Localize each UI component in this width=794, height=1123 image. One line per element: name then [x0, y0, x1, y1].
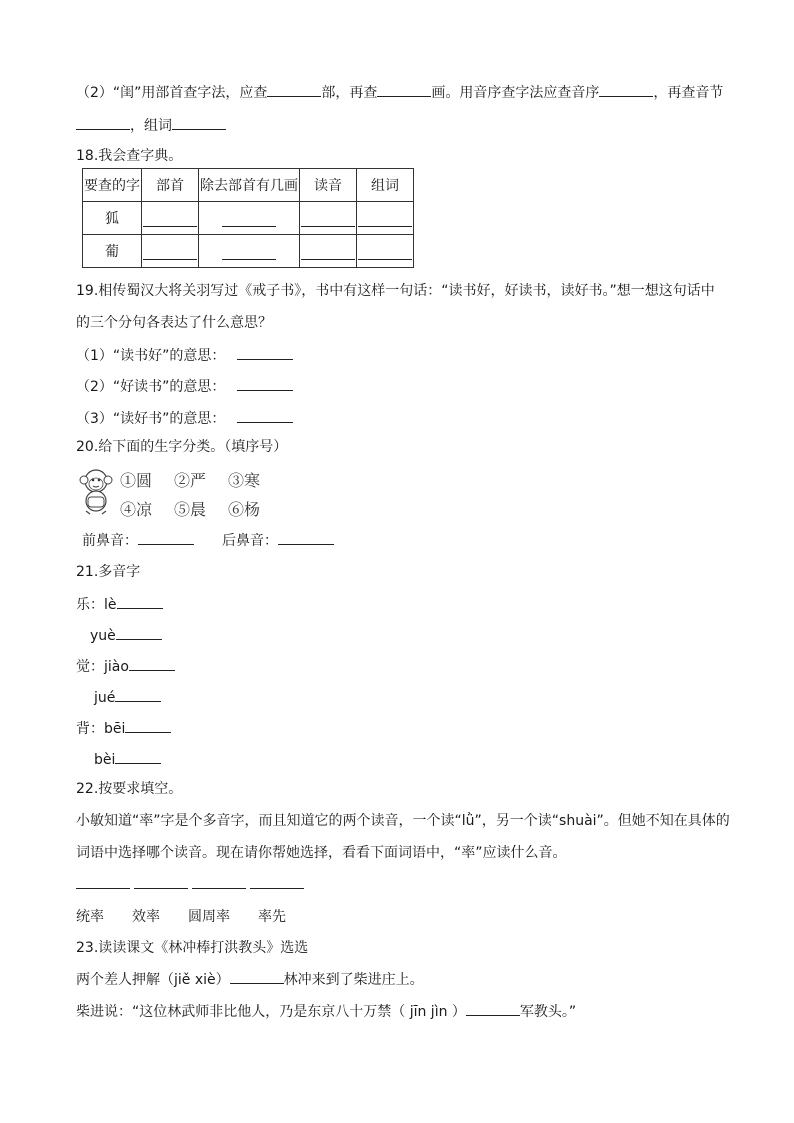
- pinyin: jiào: [104, 659, 129, 675]
- answer-blank[interactable]: [192, 874, 246, 889]
- char-option: ②严: [174, 471, 207, 490]
- q20-answers: [82, 530, 334, 551]
- q19-line2: 的三个分句各表达了什么意思？: [76, 315, 272, 331]
- q17-text-b: 部，再查: [321, 85, 378, 101]
- char-option: ①圆: [120, 471, 153, 490]
- q22-line2: 词语中选择哪个读音。现在请你帮她选择，看看下面词语中，“率”应读什么音。: [76, 845, 567, 861]
- back-nasal-label: 后鼻音：: [222, 533, 278, 549]
- q22-title: 22.按要求填空。: [76, 781, 183, 797]
- word-item: 率先: [258, 909, 286, 925]
- q20-title: 20.给下面的生字分类。（填序号）: [76, 439, 288, 455]
- word-item: 统率: [76, 909, 104, 925]
- table-header: 要查的字: [83, 169, 142, 202]
- q17-text-a: （2）“闺”用部首查字法，应查: [76, 85, 268, 101]
- q22-words: [76, 907, 314, 927]
- answer-blank[interactable]: [117, 594, 163, 609]
- q21-item: [94, 687, 161, 708]
- answer-blank[interactable]: [116, 625, 162, 640]
- poly-char: 背：: [76, 721, 104, 737]
- answer-blank[interactable]: [237, 376, 293, 391]
- q23-line2: [76, 1001, 576, 1022]
- answer-blank[interactable]: [377, 82, 431, 97]
- table-header: 组词: [357, 169, 414, 202]
- q19-item-3: [76, 408, 293, 429]
- q19-line1: 19.相传蜀汉大将关羽写过《戒子书》，书中有这样一句话：“读书好，好读书，读好书。”想一想这句话中: [76, 283, 715, 299]
- q21-item: [76, 718, 171, 739]
- q22-blanks: [76, 874, 304, 895]
- table-cell-blank[interactable]: [142, 235, 199, 268]
- table-header: 部首: [142, 169, 199, 202]
- answer-blank[interactable]: [278, 530, 334, 545]
- char-option: ⑤晨: [174, 500, 207, 519]
- poly-char: 乐：: [76, 597, 104, 613]
- q17-text-d: ，再查音节: [653, 85, 724, 101]
- q22-line1: 小敏知道“率”字是个多音字，而且知道它的两个读音，一个读“lǜ”，另一个读“shuài”。但她不知在具体的: [76, 813, 730, 829]
- q19-item-label: （2）“好读书”的意思：: [76, 379, 226, 395]
- q21-title: 21.多音字: [76, 564, 141, 580]
- q21-item: [90, 625, 162, 646]
- dictionary-table: [82, 168, 414, 268]
- table-header: 除去部首有几画: [199, 169, 300, 202]
- q23-line1: [76, 969, 424, 990]
- table-cell-char: 葡: [83, 235, 142, 268]
- front-nasal-label: 前鼻音：: [82, 533, 138, 549]
- q19-item-label: （1）“读书好”的意思：: [76, 348, 226, 364]
- q19-item-1: [76, 345, 293, 366]
- pinyin: yuè: [90, 628, 116, 644]
- char-option: ⑥杨: [228, 500, 261, 519]
- answer-blank[interactable]: [76, 115, 130, 130]
- table-cell-blank[interactable]: [300, 235, 357, 268]
- answer-blank[interactable]: [134, 874, 188, 889]
- answer-blank[interactable]: [237, 408, 293, 423]
- q17-text-e: ，组词: [130, 118, 172, 134]
- q23-title: 23.读读课文《林冲棒打洪教头》选选: [76, 940, 309, 956]
- answer-blank[interactable]: [250, 874, 304, 889]
- char-option: ③寒: [228, 471, 261, 490]
- pinyin: bèi: [94, 752, 116, 768]
- answer-blank[interactable]: [76, 874, 130, 889]
- answer-blank[interactable]: [138, 530, 194, 545]
- q18-title: 18.我会查字典。: [76, 148, 183, 164]
- answer-blank[interactable]: [237, 345, 293, 360]
- table-cell-blank[interactable]: [357, 235, 414, 268]
- pinyin: lè: [104, 597, 117, 613]
- table-cell-blank[interactable]: [300, 202, 357, 235]
- table-row: [83, 235, 414, 268]
- table-row: [83, 202, 414, 235]
- q17-line1: [76, 82, 723, 103]
- answer-blank[interactable]: [267, 82, 321, 97]
- table-cell-blank[interactable]: [142, 202, 199, 235]
- q19-item-2: [76, 376, 293, 397]
- word-item: 圆周率: [188, 909, 230, 925]
- q21-item: [94, 749, 161, 770]
- answer-blank[interactable]: [172, 115, 226, 130]
- q23-text: 柴进说：“这位林武师非比他人，乃是东京八十万禁（ jīn jìn ）: [76, 1004, 466, 1020]
- monkey-icon: [76, 467, 116, 515]
- answer-blank[interactable]: [230, 969, 284, 984]
- table-cell-blank[interactable]: [199, 202, 300, 235]
- char-option: ④凉: [120, 500, 153, 519]
- word-item: 效率: [132, 909, 160, 925]
- answer-blank[interactable]: [115, 687, 161, 702]
- table-header-row: [83, 169, 414, 202]
- pinyin: jué: [94, 690, 116, 706]
- answer-blank[interactable]: [125, 718, 171, 733]
- table-cell-blank[interactable]: [199, 235, 300, 268]
- table-header: 读音: [300, 169, 357, 202]
- answer-blank[interactable]: [466, 1001, 520, 1016]
- q23-text: 林冲来到了柴进庄上。: [283, 972, 424, 988]
- q21-item: [76, 656, 175, 677]
- q19-item-label: （3）“读好书”的意思：: [76, 411, 226, 427]
- q20-char-row-2: [120, 497, 282, 520]
- answer-blank[interactable]: [115, 749, 161, 764]
- pinyin: bēi: [104, 721, 126, 737]
- table-cell-blank[interactable]: [357, 202, 414, 235]
- q23-text: 军教头。”: [519, 1004, 577, 1020]
- q20-char-row-1: [120, 468, 282, 491]
- q17-text-c: 画。用音序查字法应查音序: [431, 85, 600, 101]
- table-cell-char: 狐: [83, 202, 142, 235]
- poly-char: 觉：: [76, 659, 104, 675]
- answer-blank[interactable]: [129, 656, 175, 671]
- answer-blank[interactable]: [599, 82, 653, 97]
- q21-item: [76, 594, 163, 615]
- q17-line2: [76, 115, 226, 136]
- q23-text: 两个差人押解（jiě xiè）: [76, 972, 230, 988]
